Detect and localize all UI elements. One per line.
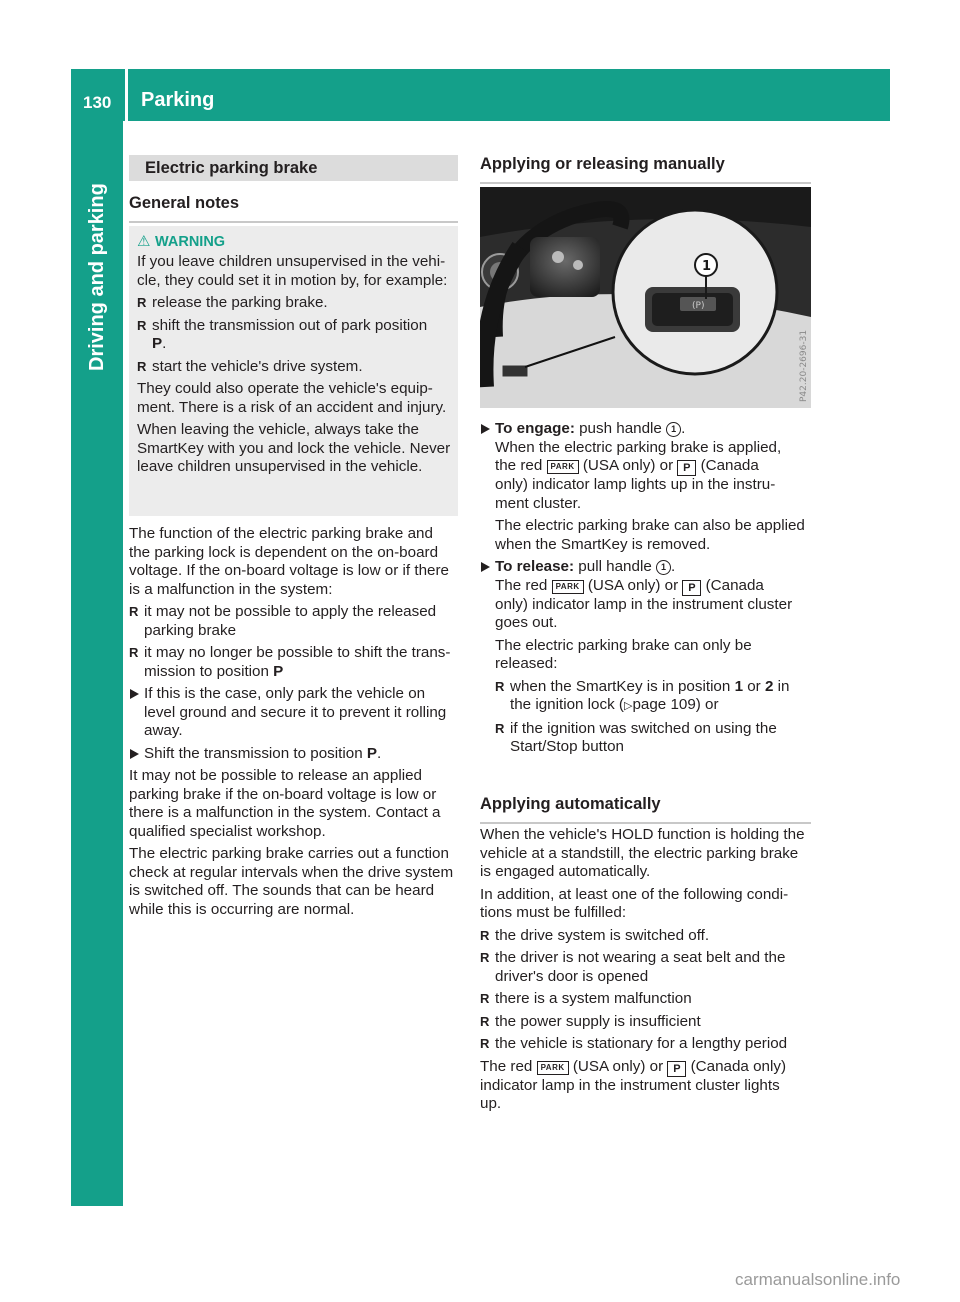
photo-code: P42.20-2696-31 xyxy=(799,329,809,402)
list-item: R the power supply is insufficient xyxy=(480,1013,812,1032)
park-indicator-icon: PARK xyxy=(547,460,579,474)
page-ref-arrow-icon: ▷ xyxy=(623,700,633,712)
warning-bullet: R shift the transmission out of park position xyxy=(137,317,453,336)
header-divider xyxy=(125,69,128,121)
park-indicator-icon: PARK xyxy=(552,580,584,594)
callout-number: 1 xyxy=(702,259,712,274)
list-item: R it may not be possible to apply the released parking brake xyxy=(129,603,460,640)
warning-intro-line: cle, they could set it in motion by, for example: xyxy=(137,271,448,289)
parking-brake-indicator-icon: P xyxy=(677,460,696,476)
instruction-step-engage: To engage: push handle 1 . When the electric parking brake is applied, the red PARK (USA only) or P (Canada only) indicator lamp lights up in the instru- ment cluster. The electric parking brake can also be applied when the SmartKey is removed. xyxy=(480,420,812,554)
parking-brake-indicator-icon: P xyxy=(667,1061,686,1077)
list-item: R the drive system is switched off. xyxy=(480,927,812,946)
warning-risk-line: ment. There is a risk of an accident and injury. xyxy=(137,398,447,416)
instruction-step: Shift the transmission to position P. xyxy=(129,745,460,764)
instruction-step: If this is the case, only park the vehicle on level ground and secure it to prevent it rolling away. xyxy=(129,685,460,741)
section-heading: Electric parking brake xyxy=(129,155,458,181)
list-item: R it may no longer be possible to shift the trans- mission to position P xyxy=(129,644,460,681)
warning-leave-line: leave children unsupervised in the vehicle. xyxy=(137,458,423,475)
warning-leave-line: When leaving the vehicle, always take the xyxy=(137,421,419,438)
warning-risk-line: They could also operate the vehicle's equip- xyxy=(137,380,433,397)
section-title: Parking xyxy=(141,89,215,111)
warning-intro-line: If you leave children unsupervised in the vehi- xyxy=(137,253,446,270)
page-number: 130 xyxy=(83,93,112,112)
parking-brake-indicator-icon: P xyxy=(682,580,701,596)
warning-bullet: R start the vehicle's drive system. xyxy=(137,358,453,377)
callout-1-icon: 1 xyxy=(656,560,671,575)
park-indicator-icon: PARK xyxy=(537,1061,569,1075)
site-watermark: carmanualsonline.info xyxy=(735,1270,901,1289)
warning-leave-line: SmartKey with you and lock the vehicle. Never xyxy=(137,439,451,457)
left-body: The function of the electric parking brake and the parking lock is dependent on the on-board voltage. If the on-board voltage is low or if there is a malfunction in the system: R it may not be possible to apply the released parking brake R it may no longer be possible to shift the trans- mission to position P If this is the case, only park the vehicle on level ground and secure it to prevent it rolling away. Shift the transmission to position P. It may not be possible to release an applied parking brake if the on-board voltage is low or there is a malfunction in the system. Contact a qualified specialist workshop. The electric parking brake carries out a function check at regular intervals when the drive system is switched off. The sounds that can be heard while this is occurring are normal. xyxy=(129,525,460,919)
right-body xyxy=(480,420,812,761)
side-tab-label: Driving and parking xyxy=(86,183,108,371)
heading-applying-automatically: Applying automatically xyxy=(480,794,811,824)
callout-1-icon: 1 xyxy=(666,422,681,437)
subheading-general-notes: General notes xyxy=(129,193,458,223)
dashboard-illustration xyxy=(480,187,811,408)
parking-brake-photo xyxy=(480,187,811,408)
instruction-step-release: To release: pull handle 1 . The red PARK (USA only) or P (Canada only) indicator lamp in the instrument cluster goes out. The electric parking brake can only be released: R when the SmartKey is in position 1 or 2 in the ignition lock (▷page 109) or R if the ignition was switched on using the Start/Stop button xyxy=(480,558,812,757)
svg-text:(P): (P) xyxy=(692,301,705,311)
list-item: R there is a system malfunction xyxy=(480,990,812,1009)
list-item: R if the ignition was switched on using the Start/Stop button xyxy=(495,720,812,757)
list-item: R the vehicle is stationary for a lengthy period xyxy=(480,1035,812,1054)
heading-applying-manually: Applying or releasing manually xyxy=(480,154,811,184)
warning-content: ⚠ WARNING If you leave children unsupervised in the vehi- cle, they could set it in motion by, for example: R release the parking brake. R shift the transmission out of park position P. R start the vehicle's drive system. They could also operate the vehicle's equip- ment. There is a risk of an accident and injury. When leaving the vehicle, always take the SmartKey with you and lock the vehicle. Never leave children unsupervised in the vehicle. xyxy=(137,231,453,477)
warning-bullet: R release the parking brake. xyxy=(137,294,453,313)
right-body-auto: When the vehicle's HOLD function is holding the vehicle at a standstill, the electric parking brake is engaged automatically. In addition, at least one of the following condi- tions must be fulfilled: R the drive system is switched off. R the driver is not wearing a seat belt and the driver's door is opened R there is a system malfunction R the power supply is insufficient R the vehicle is stationary for a lengthy period The red PARK (USA only) or P (Canada only) indicator lamp in the instrument cluster lights up. xyxy=(480,826,812,1114)
list-item: R when the SmartKey is in position 1 or 2 in the ignition lock (▷page 109) or xyxy=(495,678,812,716)
warning-triangle-icon: ⚠ xyxy=(137,233,151,250)
warning-title: WARNING xyxy=(155,234,226,250)
list-item: R the driver is not wearing a seat belt and the driver's door is opened xyxy=(480,949,812,986)
